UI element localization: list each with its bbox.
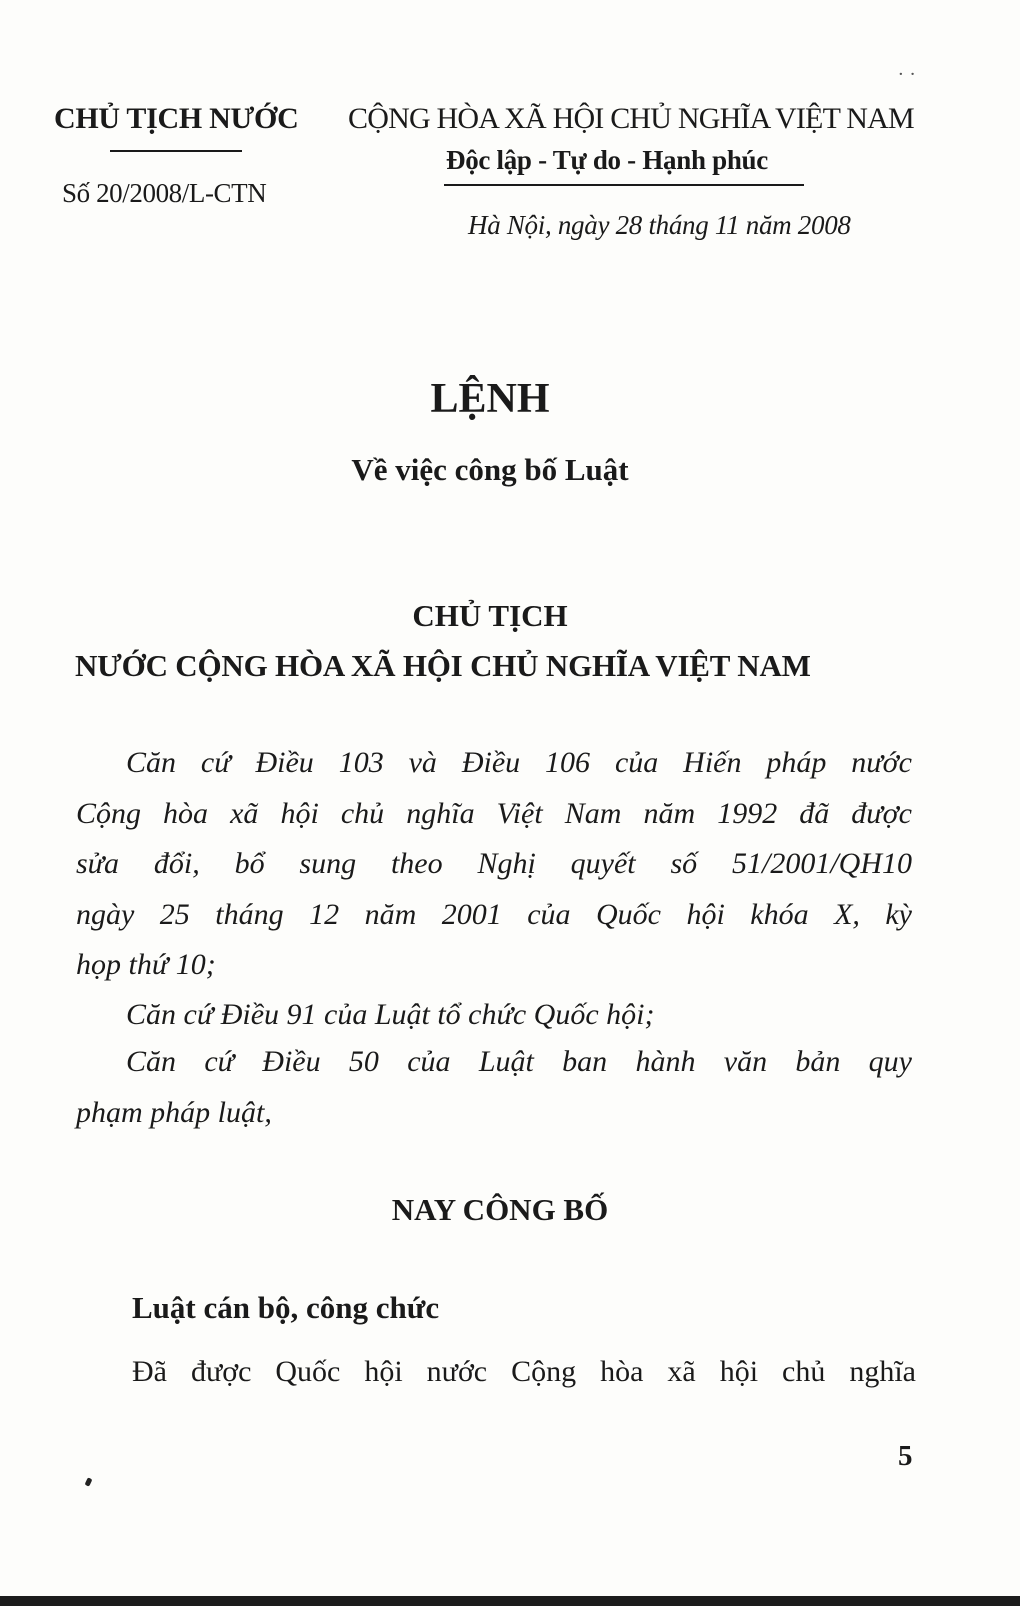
law-name: Luật cán bộ, công chức <box>132 1290 440 1325</box>
scan-dots: ·· <box>898 64 922 85</box>
basis-paragraph-1 <box>76 738 912 991</box>
page-number: 5 <box>898 1440 913 1472</box>
closing-line: Đã được Quốc hội nước Cộng hòa xã hội chủ nghĩa <box>132 1355 916 1388</box>
basis-1-line-4: ngày 25 tháng 12 năm 2001 của Quốc hội khóa X, kỳ <box>76 897 912 931</box>
basis-3-line-2: phạm pháp luật, <box>76 1095 272 1129</box>
basis-paragraph-3 <box>76 1037 912 1138</box>
document-title: LỆNH <box>430 376 550 422</box>
scan-bottom-edge <box>0 1596 1020 1606</box>
issuer-heading: CHỦ TỊCH NƯỚC <box>54 102 299 135</box>
country-heading: CỘNG HÒA XÃ HỘI CHỦ NGHĨA VIỆT NAM <box>348 102 914 135</box>
basis-1-line-2: Cộng hòa xã hội chủ nghĩa Việt Nam năm 1992 đã được <box>76 796 912 830</box>
place-date: Hà Nội, ngày 28 tháng 11 năm 2008 <box>468 210 851 240</box>
basis-1-line-3: sửa đổi, bổ sung theo Nghị quyết số 51/2001/QH10 <box>76 847 912 880</box>
issuer-underline <box>110 150 242 152</box>
basis-2-line-1: Căn cứ Điều 91 của Luật tổ chức Quốc hội; <box>126 998 655 1031</box>
signatory-title: CHỦ TỊCH <box>412 598 568 633</box>
motto-underline <box>444 184 804 186</box>
national-motto: Độc lập - Tự do - Hạnh phúc <box>446 145 768 175</box>
signatory-state: NƯỚC CỘNG HÒA XÃ HỘI CHỦ NGHĨA VIỆT NAM <box>75 648 811 683</box>
announce-heading: NAY CÔNG BỐ <box>391 1192 609 1227</box>
basis-1-line-1: Căn cứ Điều 103 và Điều 106 của Hiến pháp nước <box>126 746 912 779</box>
basis-paragraph-2 <box>76 990 912 1041</box>
document-number: Số 20/2008/L-CTN <box>62 178 267 208</box>
basis-3-line-1: Căn cứ Điều 50 của Luật ban hành văn bản quy <box>126 1045 912 1078</box>
ink-speck <box>85 1477 93 1486</box>
basis-1-line-5: họp thứ 10; <box>76 948 216 981</box>
document-subtitle: Về việc công bố Luật <box>351 452 629 487</box>
